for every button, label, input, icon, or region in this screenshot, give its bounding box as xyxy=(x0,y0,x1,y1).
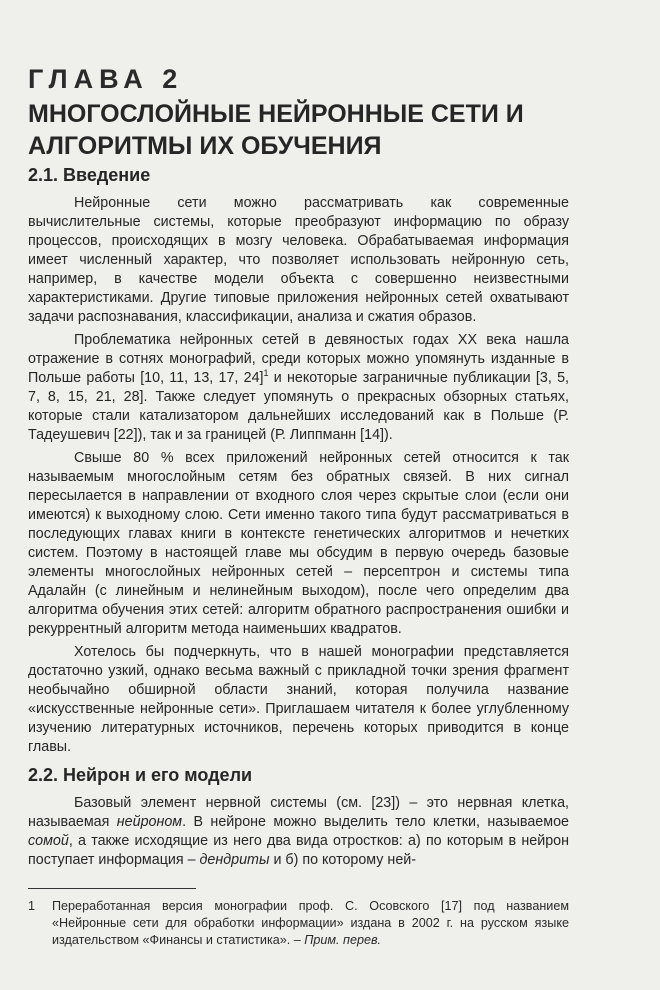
paragraph: Хотелось бы подчеркнуть, что в нашей монографии представляется достаточно узкий, однако весьма важный с прикладной точки зрения фрагмент необычайно обширной области знаний, которая получила название «искусственные нейронные сети». Приглашаем читателя к более углубленному изучению литературных источников, перечень которых приводится в конце главы. xyxy=(28,644,569,755)
paragraph: Свыше 80 % всех приложений нейронных сетей относится к так называемым многослойным сетям без обратных связей. В них сигнал пересылается в направлении от входного слоя через скрытые слои (если они имеются) к выходному слою. Сети именно такого типа будут рассматриваться в последующих главах книги в контексте генетических алгоритмов и нечетких систем. Поэтому в настоящей главе мы обсудим в первую очередь базовые элементы многослойных нейронных сетей – персептрон и системы типа Адалайн (с линейным и нелинейным выходом), после чего определим два алгоритма обучения этих сетей: алгоритм обратного распространения ошибки и рекуррентный алгоритм метода наименьших квадратов. xyxy=(28,450,569,637)
paragraph xyxy=(28,331,569,445)
paragraph-text: и б) по которому ней- xyxy=(269,852,417,868)
paragraph xyxy=(28,794,569,870)
footnote-reference: 1 xyxy=(263,368,269,379)
footnote-marker: 1 xyxy=(28,899,36,913)
paragraph-text: Базовый элемент нервной системы (см. [23]) – это нервная клетка, называемая xyxy=(28,795,569,830)
chapter-label: ГЛАВА 2 xyxy=(28,64,184,94)
footnote-text xyxy=(52,898,569,949)
paragraph: Нейронные сети можно рассматривать как современные вычислительные системы, которые преобразуют информацию по образу процессов, происходящих в мозгу человека. Обрабатываемая информация имеет численный характер, что позволяет использовать нейронную сеть, например, в качестве модели объекта с совершенно неизвестными характеристиками. Другие типовые приложения нейронных сетей охватывают задачи распознавания, классификации, анализа и сжатия образов. xyxy=(28,195,569,325)
paragraph-text: Проблематика нейронных сетей в девяностых годах XX века нашла отражение в сотнях монографий, среди которых можно упомянуть изданные в Польше работы [10, 11, 13, 17, 24] xyxy=(28,332,569,386)
section-heading-introduction: 2.1. Введение xyxy=(28,165,151,185)
footnote-body: Переработанная версия монографии проф. С. Осовского [17] под названием «Нейронные сети для обработки информации» издана в 2002 г. на русском языке издательством «Финансы и статистика». – xyxy=(52,899,569,947)
paragraph-text: и некоторые заграничные публикации [3, 5, 7, 8, 15, 21, 28]. Также следует упомянуть о прекрасных обзорных статьях, которые стали катализатором дальнейших исследований как в Польше (Р. Тадеушевич [22]), так и за границей (Р. Липпманн [14]). xyxy=(28,370,569,443)
term-dendrites: дендриты xyxy=(199,852,270,868)
paragraph-text: . В нейроне можно выделить тело клетки, называемое xyxy=(182,814,569,830)
chapter-title: МНОГОСЛОЙНЫЕ НЕЙРОННЫЕ СЕТИ И АЛГОРИТМЫ ИХ ОБУЧЕНИЯ xyxy=(28,100,524,160)
footnote-divider xyxy=(28,888,196,889)
translator-note: Прим. перев. xyxy=(304,933,382,947)
term-neuron: нейроном xyxy=(116,814,183,830)
term-soma: сомой xyxy=(28,833,69,849)
section-heading-neuron: 2.2. Нейрон и его модели xyxy=(28,765,253,785)
section-body-introduction xyxy=(28,194,569,757)
footnote xyxy=(28,898,569,949)
section-body-neuron xyxy=(28,794,569,870)
paragraph-text: , а также исходящие из него два вида отростков: а) по которым в нейрон поступает информация – xyxy=(28,833,569,868)
